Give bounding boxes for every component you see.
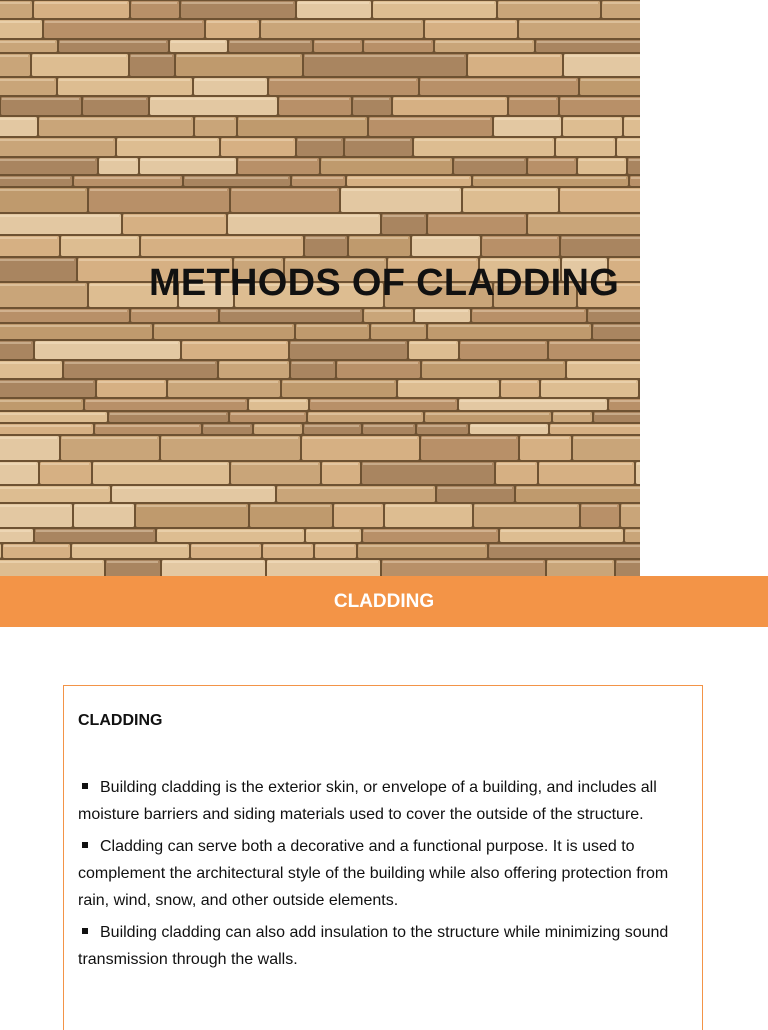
box-heading: CLADDING: [78, 712, 163, 729]
content-box: [63, 685, 703, 1030]
bullet-text: Building cladding is the exterior skin, or envelope of a building, and includes all moisture barriers and siding materials used to cover the outside of the structure.: [78, 779, 657, 823]
bullet-item: [78, 833, 688, 914]
bullet-square-icon: [82, 783, 88, 789]
bullet-text: Building cladding can also add insulation to the structure while minimizing sound transmission through the walls.: [78, 924, 669, 968]
slide-title-text: METHODS OF CLADDING: [148, 262, 620, 304]
content-slide: [0, 576, 768, 1024]
bullet-square-icon: [82, 928, 88, 934]
section-banner: [0, 576, 768, 627]
bullet-square-icon: [82, 842, 88, 848]
bullet-text: Cladding can serve both a decorative and a functional purpose. It is used to complement the architectural style of the building while also offering protection from rain, wind, snow, and other outside elements.: [78, 838, 669, 909]
bullet-item: [78, 919, 688, 973]
slide-title: [0, 262, 768, 305]
bullet-item: [78, 774, 688, 828]
banner-label: CLADDING: [333, 590, 435, 612]
